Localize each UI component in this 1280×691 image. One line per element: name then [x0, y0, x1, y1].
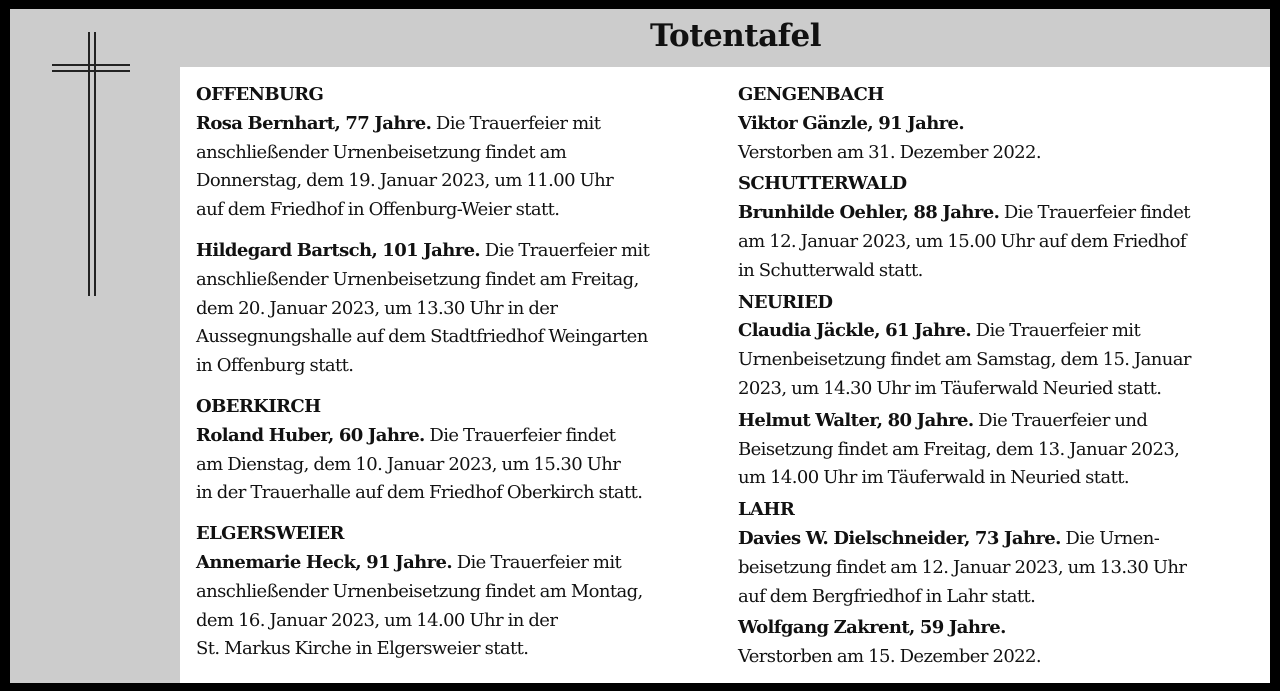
- entry-text: Die Trauerfeier mit: [456, 551, 622, 573]
- obituary-entry: [196, 549, 706, 664]
- entry-line: anschließender Urnenbeisetzung findet am: [196, 141, 567, 163]
- obituary-entry: [738, 407, 1266, 493]
- obituary-entry: [738, 110, 1266, 168]
- obituary-panel: [10, 9, 1270, 683]
- place-heading: LAHR: [738, 499, 795, 521]
- obituary-entry: [196, 237, 706, 381]
- entry-line: [196, 237, 706, 266]
- obituary-entry: [196, 422, 706, 508]
- entry-line: [196, 549, 706, 578]
- entry-line: Aussegnungshalle auf dem Stadtfriedhof Weingarten: [196, 326, 648, 348]
- deceased-name: Roland Huber, 60 Jahre.: [196, 424, 425, 446]
- entry-text: Die Trauerfeier findet: [1003, 202, 1190, 224]
- content-area: [180, 67, 1270, 683]
- entry-line: [738, 317, 1266, 346]
- obituary-entry: [738, 199, 1266, 285]
- deceased-name: Wolfgang Zakrent, 59 Jahre.: [738, 617, 1006, 639]
- place-heading: SCHUTTERWALD: [738, 173, 907, 195]
- entry-line: [196, 110, 706, 139]
- deceased-name: Brunhilde Oehler, 88 Jahre.: [738, 202, 1000, 224]
- place-heading: ELGERSWEIER: [196, 523, 344, 545]
- entry-line: am Dienstag, dem 10. Januar 2023, um 15.30 Uhr: [196, 453, 621, 475]
- entry-line: auf dem Friedhof in Offenburg-Weier statt.: [196, 199, 560, 221]
- obituary-entry: [196, 110, 706, 225]
- place-heading: OBERKIRCH: [196, 395, 321, 417]
- entry-line: [738, 199, 1266, 228]
- left-column: [196, 81, 706, 664]
- deceased-name: Rosa Bernhart, 77 Jahre.: [196, 112, 432, 134]
- entry-line: Verstorben am 15. Dezember 2022.: [738, 646, 1041, 668]
- entry-text: Die Trauerfeier mit: [435, 112, 601, 134]
- entry-text: Die Trauerfeier findet: [429, 424, 616, 446]
- deceased-name: Helmut Walter, 80 Jahre.: [738, 409, 974, 431]
- entry-text: Die Trauerfeier und: [978, 409, 1148, 431]
- obituary-entry: [738, 525, 1266, 611]
- place-heading: NEURIED: [738, 291, 833, 313]
- cross-horizontal-bar: [52, 70, 130, 72]
- entry-line: in Schutterwald statt.: [738, 259, 923, 281]
- deceased-name: Annemarie Heck, 91 Jahre.: [196, 551, 453, 573]
- entry-line: dem 20. Januar 2023, um 13.30 Uhr in der: [196, 297, 558, 319]
- entry-line: Urnenbeisetzung findet am Samstag, dem 15. Januar: [738, 349, 1191, 371]
- right-column: [738, 81, 1266, 672]
- entry-line: Donnerstag, dem 19. Januar 2023, um 11.00 Uhr: [196, 170, 614, 192]
- obituary-entry: [738, 614, 1266, 672]
- entry-text: Die Trauerfeier mit: [484, 239, 650, 261]
- entry-line: in der Trauerhalle auf dem Friedhof Oberkirch statt.: [196, 482, 643, 504]
- deceased-name: Viktor Gänzle, 91 Jahre.: [738, 112, 965, 134]
- entry-line: um 14.00 Uhr im Täuferwald in Neuried statt.: [738, 467, 1129, 489]
- entry-line: auf dem Bergfriedhof in Lahr statt.: [738, 585, 1036, 607]
- entry-line: am 12. Januar 2023, um 15.00 Uhr auf dem Friedhof: [738, 230, 1186, 252]
- entry-line: Verstorben am 31. Dezember 2022.: [738, 141, 1041, 163]
- title-bar: [10, 9, 1270, 66]
- entry-line: anschließender Urnenbeisetzung findet am Montag,: [196, 580, 643, 602]
- deceased-name: Claudia Jäckle, 61 Jahre.: [738, 320, 971, 342]
- page-title: Totentafel: [650, 18, 822, 54]
- entry-line: Beisetzung findet am Freitag, dem 13. Januar 2023,: [738, 438, 1180, 460]
- entry-line: in Offenburg statt.: [196, 355, 354, 377]
- entry-line: 2023, um 14.30 Uhr im Täuferwald Neuried statt.: [738, 377, 1162, 399]
- entry-line: beisetzung findet am 12. Januar 2023, um 13.30 Uhr: [738, 556, 1187, 578]
- entry-line: St. Markus Kirche in Elgersweier statt.: [196, 638, 529, 660]
- entry-line: [738, 407, 1266, 436]
- entry-line: [738, 525, 1266, 554]
- entry-line: [196, 422, 706, 451]
- entry-line: dem 16. Januar 2023, um 14.00 Uhr in der: [196, 609, 558, 631]
- entry-text: Die Urnen-: [1065, 527, 1160, 549]
- obituary-entry: [738, 317, 1266, 403]
- place-heading: GENGENBACH: [738, 84, 884, 105]
- deceased-name: Hildegard Bartsch, 101 Jahre.: [196, 239, 481, 261]
- entry-line: anschließender Urnenbeisetzung findet am Freitag,: [196, 268, 639, 290]
- entry-text: Die Trauerfeier mit: [975, 320, 1141, 342]
- cross-horizontal-bar: [52, 64, 130, 66]
- place-heading: OFFENBURG: [196, 84, 324, 105]
- deceased-name: Davies W. Dielschneider, 73 Jahre.: [738, 527, 1061, 549]
